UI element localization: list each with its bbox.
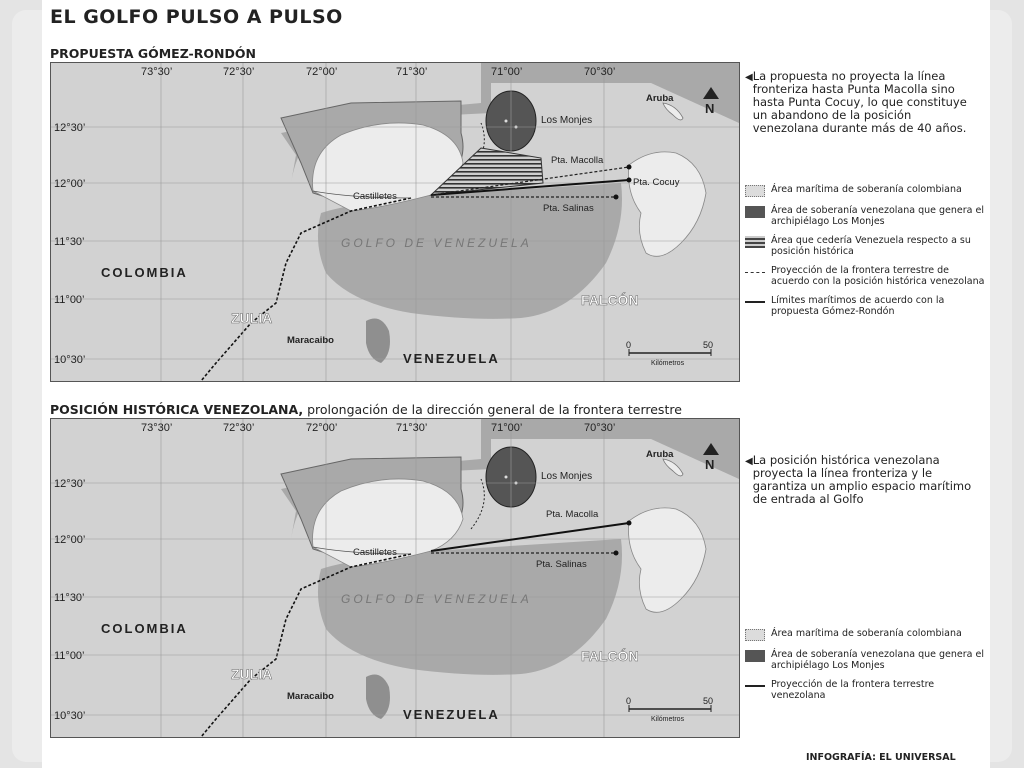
place-label-los-monjes: Los Monjes xyxy=(541,115,593,126)
legend-label: Área marítima de soberanía colombiana xyxy=(771,184,962,195)
longitude-label: 71°30’ xyxy=(396,422,428,434)
los-monjes-islet xyxy=(505,120,508,123)
legend-label: Área de soberanía venezolana que genera el archipiélago Los Monjes xyxy=(771,205,984,227)
scale-unit-label: Kilómetros xyxy=(651,360,685,367)
legend-label: Área que cedería Venezuela respecto a su posición histórica xyxy=(771,235,971,257)
map1-note xyxy=(745,70,980,135)
pta-salinas-label: Pta. Salinas xyxy=(543,203,594,214)
map1-subtitle: PROPUESTA GÓMEZ-RONDÓN xyxy=(50,46,256,61)
latitude-label: 10°30’ xyxy=(54,354,86,366)
map2-svg xyxy=(51,419,739,737)
scale-label-0: 0 xyxy=(626,340,632,350)
map-base xyxy=(51,63,739,381)
infographic-credit: INFOGRAFÍA: EL UNIVERSAL xyxy=(806,752,956,763)
longitude-label: 73°30’ xyxy=(141,66,173,78)
legend-swatch-solid-line xyxy=(745,680,765,692)
latitude-label: 10°30’ xyxy=(54,710,86,722)
map2-note xyxy=(745,454,980,506)
los-monjes-islet xyxy=(505,476,508,479)
legend-item xyxy=(745,679,985,701)
legend-swatch-dark xyxy=(745,206,765,218)
latitude-label: 12°00’ xyxy=(54,178,86,190)
latitude-label: 11°00’ xyxy=(54,650,85,662)
latitude-label: 11°30’ xyxy=(54,592,85,604)
place-label-los-monjes: Los Monjes xyxy=(541,471,593,482)
latitude-label: 12°30’ xyxy=(54,122,86,134)
pta-macolla-label: Pta. Macolla xyxy=(546,509,599,520)
legend-swatch-dashed-line xyxy=(745,266,765,278)
country-label-colombia: COLOMBIA xyxy=(101,265,188,280)
legend-label: Área de soberanía venezolana que genera el archipiélago Los Monjes xyxy=(771,649,984,671)
pta-cocuy-point xyxy=(627,178,632,183)
latitude-label: 11°30’ xyxy=(54,236,85,248)
state-label-zulia: ZULIA xyxy=(231,666,273,682)
longitude-label: 72°00’ xyxy=(306,422,338,434)
pta-salinas-point xyxy=(614,551,619,556)
city-label-maracaibo: Maracaibo xyxy=(287,335,334,346)
legend-swatch-solid-line xyxy=(745,296,765,308)
legend-label: Proyección de la frontera terrestre venezolana xyxy=(771,679,935,701)
state-label-zulia: ZULIA xyxy=(231,310,273,326)
legend-swatch-dark xyxy=(745,650,765,662)
scale-label-50: 50 xyxy=(703,696,714,706)
pointer-left-icon: ◀ xyxy=(745,456,753,467)
gulf-label: GOLFO DE VENEZUELA xyxy=(341,592,532,606)
longitude-label: 72°30’ xyxy=(223,66,255,78)
pta-salinas-point xyxy=(614,195,619,200)
longitude-label: 71°00’ xyxy=(491,66,523,78)
city-label-maracaibo: Maracaibo xyxy=(287,691,334,702)
longitude-label: 70°30’ xyxy=(584,66,616,78)
map1-note-text: La propuesta no proyecta la línea fronteriza hasta Punta Macolla sino hasta Punta Cocuy, lo que constituye un abandono de la posición venezolana durante más de 40 años. xyxy=(752,69,967,135)
legend-item xyxy=(745,265,985,287)
country-label-venezuela: VENEZUELA xyxy=(403,707,500,722)
legend-item xyxy=(745,235,985,257)
latitude-label: 11°00’ xyxy=(54,294,85,306)
legend-swatch-light xyxy=(745,629,765,641)
legend-item xyxy=(745,184,985,197)
longitude-label: 72°30’ xyxy=(223,422,255,434)
pointer-left-icon: ◀ xyxy=(745,72,753,83)
legend-swatch-hatch xyxy=(745,236,765,248)
pta-macolla-point xyxy=(627,521,632,526)
longitude-label: 72°00’ xyxy=(306,66,338,78)
infographic-title: EL GOLFO PULSO A PULSO xyxy=(50,6,343,28)
legend-label: Límites marítimos de acuerdo con la propuesta Gómez-Rondón xyxy=(771,295,945,317)
map2-subtitle-bold: POSICIÓN HISTÓRICA VENEZOLANA, xyxy=(50,402,304,417)
north-label: N xyxy=(705,101,715,116)
map2-subtitle-rest: prolongación de la dirección general de la frontera terrestre xyxy=(303,402,682,417)
pta-macolla-label: Pta. Macolla xyxy=(551,155,604,166)
longitude-label: 71°00’ xyxy=(491,422,523,434)
map2 xyxy=(50,418,740,738)
place-label-castilletes: Castilletes xyxy=(353,191,397,202)
pta-salinas-label: Pta. Salinas xyxy=(536,559,587,570)
place-label-castilletes: Castilletes xyxy=(353,547,397,558)
map1 xyxy=(50,62,740,382)
legend-item xyxy=(745,205,985,227)
gulf-label: GOLFO DE VENEZUELA xyxy=(341,236,532,250)
state-label-falcon: FALCÓN xyxy=(581,292,639,308)
latitude-label: 12°00’ xyxy=(54,534,86,546)
latitude-label: 12°30’ xyxy=(54,478,86,490)
map2-note-text: La posición histórica venezolana proyecta la línea fronteriza y le garantiza un amplio espacio marítimo de entrada al Golfo xyxy=(752,453,972,506)
place-label-aruba: Aruba xyxy=(646,449,674,460)
map2-subtitle xyxy=(50,402,682,417)
map1-svg xyxy=(51,63,739,381)
legend-item xyxy=(745,628,985,641)
country-label-colombia: COLOMBIA xyxy=(101,621,188,636)
place-label-aruba: Aruba xyxy=(646,93,674,104)
state-label-falcon: FALCÓN xyxy=(581,648,639,664)
longitude-label: 70°30’ xyxy=(584,422,616,434)
map2-legend xyxy=(745,628,985,709)
legend-swatch-light xyxy=(745,185,765,197)
longitude-label: 73°30’ xyxy=(141,422,173,434)
scale-label-50: 50 xyxy=(703,340,714,350)
north-label: N xyxy=(705,457,715,472)
map-base xyxy=(51,419,739,737)
country-label-venezuela: VENEZUELA xyxy=(403,351,500,366)
pta-macolla-point xyxy=(627,165,632,170)
longitude-label: 71°30’ xyxy=(396,66,428,78)
legend-item xyxy=(745,295,985,317)
scale-label-0: 0 xyxy=(626,696,632,706)
map1-legend xyxy=(745,184,985,325)
legend-label: Área marítima de soberanía colombiana xyxy=(771,628,962,639)
pta-cocuy-label: Pta. Cocuy xyxy=(633,177,680,188)
legend-item xyxy=(745,649,985,671)
scale-unit-label: Kilómetros xyxy=(651,716,685,723)
legend-label: Proyección de la frontera terrestre de acuerdo con la posición histórica venezolana xyxy=(771,265,985,287)
